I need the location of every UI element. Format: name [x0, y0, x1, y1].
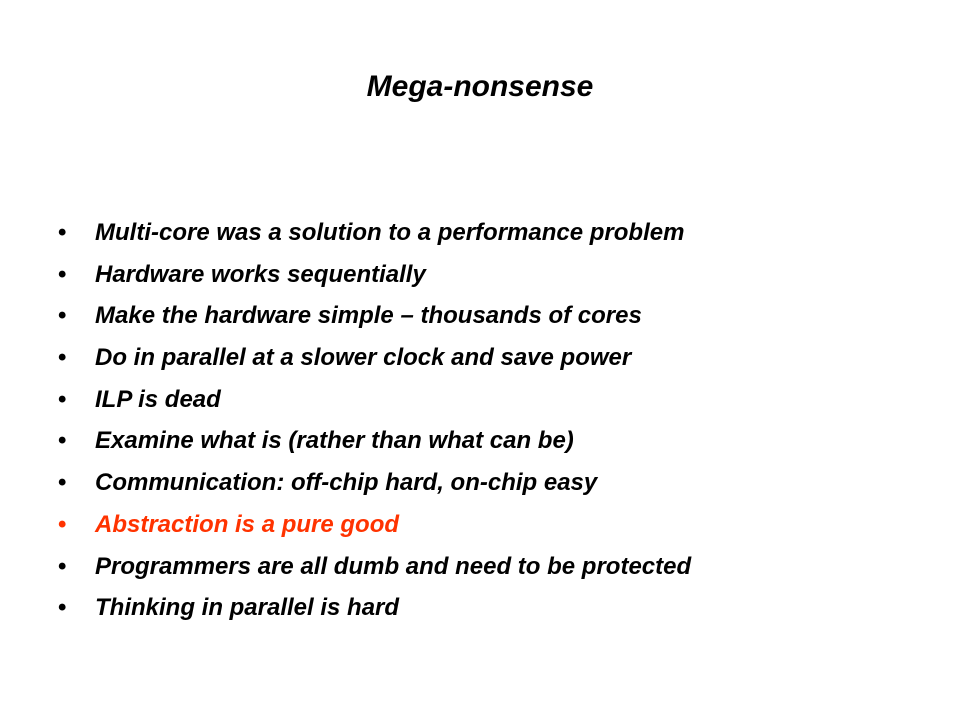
bullet-glyph: • [58, 510, 67, 538]
bullet-text: ILP is dead [95, 385, 221, 413]
bullet-text: Do in parallel at a slower clock and save power [95, 344, 632, 372]
bullet-glyph: • [58, 594, 67, 622]
bullet-glyph: • [58, 344, 67, 372]
bullet-glyph: • [58, 469, 67, 497]
bullet-glyph: • [58, 385, 67, 413]
bullet-text: Multi-core was a solution to a performance problem [95, 219, 685, 246]
bullet-text: Communication: off-chip hard, on-chip easy [95, 469, 598, 497]
bullet-glyph: • [58, 552, 67, 580]
bullet-text: Examine what is (rather than what can be) [95, 427, 574, 455]
bullet-text: Make the hardware simple – thousands of cores [95, 302, 642, 330]
bullet-glyph: • [58, 302, 67, 330]
bullet-text: Hardware works sequentially [95, 260, 426, 288]
bullet-glyph: • [58, 260, 67, 288]
bullet-text: Abstraction is a pure good [95, 510, 400, 538]
bullet-glyph: • [58, 219, 67, 246]
slide-title: Mega-nonsense [366, 70, 594, 103]
bullet-text: Thinking in parallel is hard [95, 594, 400, 622]
bullet-text: Programmers are all dumb and need to be protected [95, 552, 692, 580]
bullet-glyph: • [58, 427, 67, 455]
